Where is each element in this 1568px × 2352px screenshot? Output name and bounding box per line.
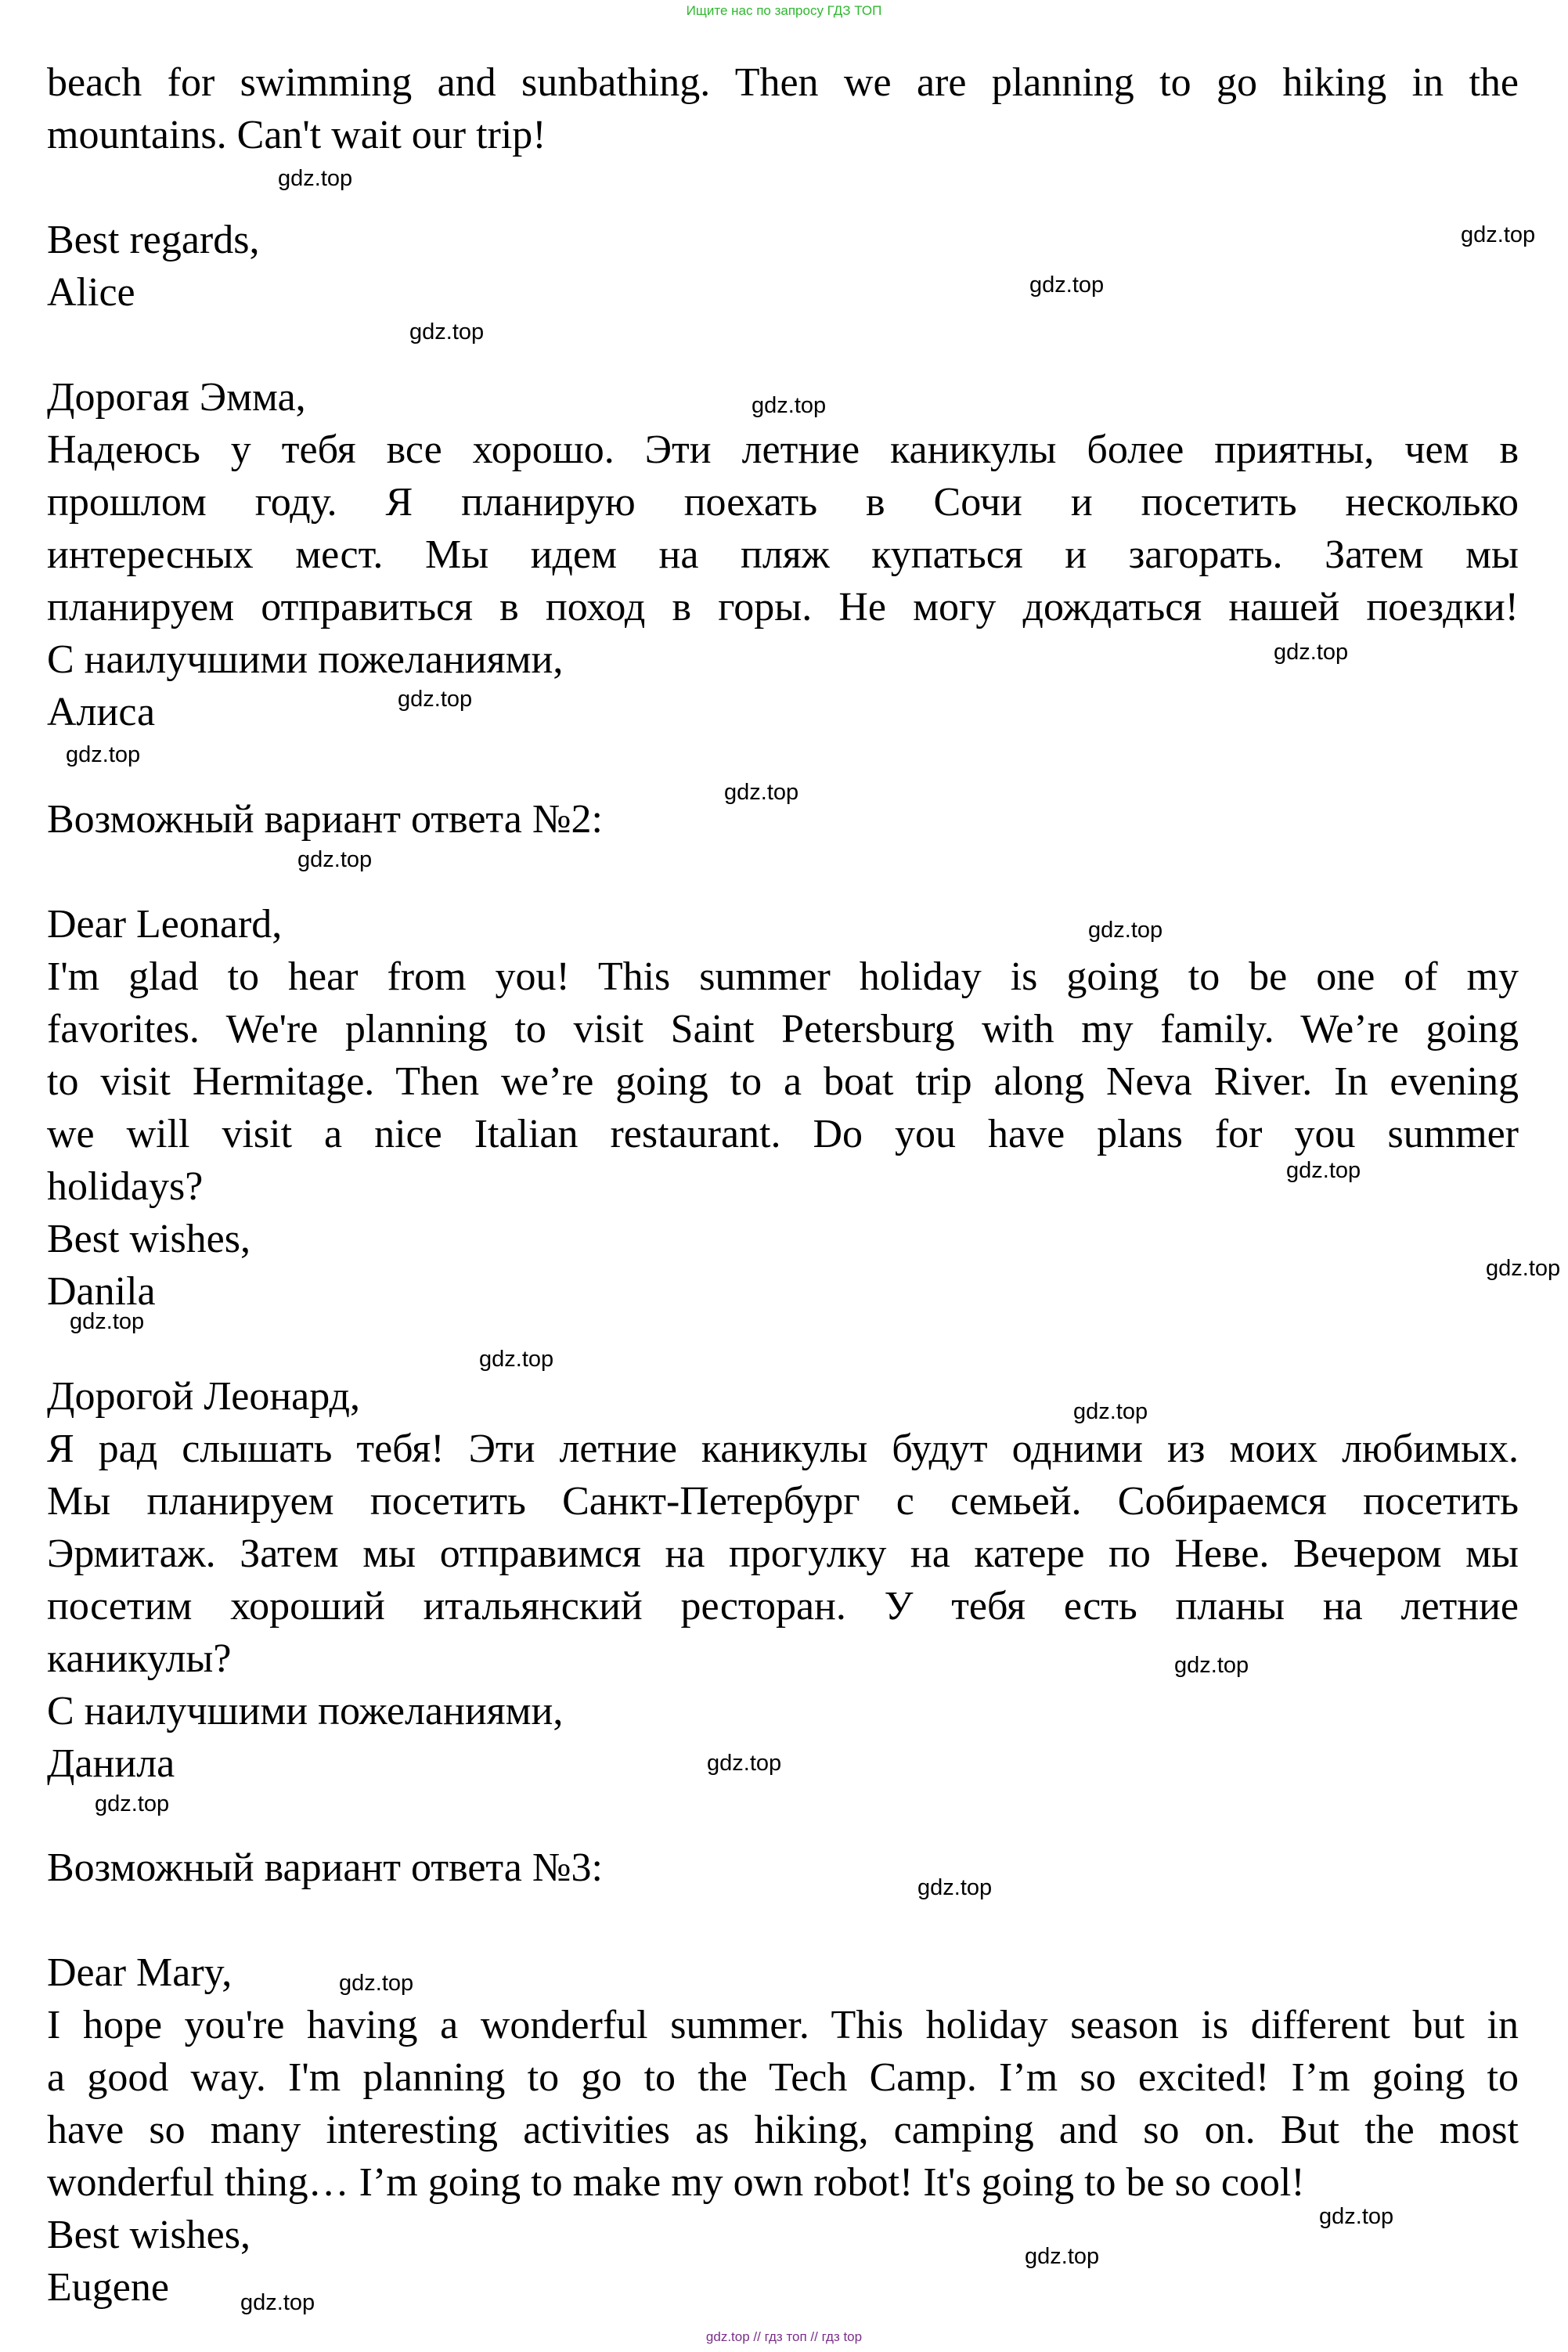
watermark: gdz.top	[409, 319, 485, 345]
greeting: Dear Mary,	[47, 1950, 232, 1995]
watermark: gdz.top	[1274, 640, 1349, 665]
watermark: gdz.top	[1286, 1158, 1361, 1183]
watermark: gdz.top	[339, 1971, 414, 1996]
watermark: gdz.top	[917, 1875, 993, 1900]
watermark: gdz.top	[1486, 1256, 1561, 1281]
closing: Best wishes,	[47, 2213, 251, 2257]
signature: Danila	[47, 1269, 156, 1314]
paragraph-line: Я рад слышать тебя! Эти летние каникулы будут одними из моих любимых.	[47, 1427, 1519, 1471]
paragraph-line: mountains. Can't wait our trip!	[47, 113, 546, 157]
top-banner[interactable]: Ищите нас по запросу ГДЗ ТОП	[686, 3, 882, 18]
paragraph-line: beach for swimming and sunbathing. Then we are planning to go hiking in the	[47, 60, 1519, 105]
variant-heading: Возможный вариант ответа №3:	[47, 1845, 603, 1890]
closing: С наилучшими пожеланиями,	[47, 637, 564, 682]
signature: Алиса	[47, 690, 156, 734]
greeting: Дорогой Леонард,	[47, 1374, 361, 1419]
watermark: gdz.top	[66, 742, 141, 767]
closing: Best regards,	[47, 218, 260, 262]
letter3-en	[47, 1946, 1519, 2314]
paragraph-line: интересных мест. Мы идем на пляж купаться и загорать. Затем мы	[47, 532, 1519, 577]
greeting: Дорогая Эмма,	[47, 375, 306, 420]
watermark: gdz.top	[1025, 2244, 1100, 2269]
paragraph-line: to visit Hermitage. Then we’re going to a boat trip along Neva River. In evening	[47, 1059, 1519, 1104]
watermark: gdz.top	[724, 780, 799, 805]
paragraph-line: Мы планируем посетить Санкт-Петербург с семьей. Собираемся посетить	[47, 1479, 1519, 1524]
watermark: gdz.top	[278, 166, 353, 191]
watermark: gdz.top	[1174, 1653, 1249, 1678]
signature: Eugene	[47, 2265, 169, 2310]
watermark: gdz.top	[240, 2290, 315, 2315]
paragraph-line: посетим хороший итальянский ресторан. У тебя есть планы на летние	[47, 1584, 1519, 1629]
variant3-block	[47, 1842, 1519, 1894]
watermark: gdz.top	[1073, 1399, 1148, 1424]
paragraph-line: wonderful thing… I’m going to make my own robot! It's going to be so cool!	[47, 2160, 1305, 2205]
paragraph-line: планируем отправиться в поход в горы. Не могу дождаться нашей поездки!	[47, 585, 1519, 629]
watermark: gdz.top	[297, 847, 373, 872]
letter1-ru	[47, 371, 1519, 738]
paragraph-line: have so many interesting activities as hiking, camping and so on. But the most	[47, 2108, 1519, 2152]
paragraph-line: a good way. I'm planning to go to the Tech Camp. I’m so excited! I’m going to	[47, 2055, 1519, 2100]
paragraph-line: прошлом году. Я планирую поехать в Сочи и посетить несколько	[47, 480, 1519, 525]
paragraph-line: Эрмитаж. Затем мы отправимся на прогулку на катере по Неве. Вечером мы	[47, 1531, 1519, 1576]
watermark: gdz.top	[1029, 272, 1105, 298]
letter2-en	[47, 898, 1519, 1318]
paragraph-line: we will visit a nice Italian restaurant. Do you have plans for you summer	[47, 1112, 1519, 1156]
letter1-en-end	[47, 56, 1519, 161]
watermark: gdz.top	[95, 1791, 170, 1816]
paragraph-line: каникулы?	[47, 1636, 232, 1681]
closing: Best wishes,	[47, 1217, 251, 1261]
watermark: gdz.top	[1088, 918, 1163, 943]
closing: С наилучшими пожеланиями,	[47, 1689, 564, 1733]
paragraph-line: holidays?	[47, 1164, 204, 1209]
paragraph-line: I hope you're having a wonderful summer. This holiday season is different but in	[47, 2003, 1519, 2047]
watermark: gdz.top	[707, 1751, 782, 1776]
watermark: gdz.top	[70, 1309, 145, 1334]
watermark: gdz.top	[398, 687, 473, 712]
watermark: gdz.top	[1461, 222, 1536, 247]
bottom-banner[interactable]: gdz.top // гдз топ // гдз top	[705, 2329, 863, 2344]
paragraph-line: favorites. We're planning to visit Saint Petersburg with my family. We’re going	[47, 1007, 1519, 1052]
signature: Alice	[47, 270, 135, 315]
watermark: gdz.top	[479, 1347, 554, 1372]
greeting: Dear Leonard,	[47, 902, 283, 947]
variant-heading: Возможный вариант ответа №2:	[47, 797, 603, 842]
watermark: gdz.top	[1319, 2204, 1394, 2229]
watermark: gdz.top	[752, 393, 827, 418]
letter2-ru	[47, 1370, 1519, 1790]
letter1-en-signoff	[47, 214, 1519, 319]
signature: Данила	[47, 1741, 175, 1786]
paragraph-line: Надеюсь у тебя все хорошо. Эти летние каникулы более приятны, чем в	[47, 427, 1519, 472]
paragraph-line: I'm glad to hear from you! This summer holiday is going to be one of my	[47, 954, 1519, 999]
